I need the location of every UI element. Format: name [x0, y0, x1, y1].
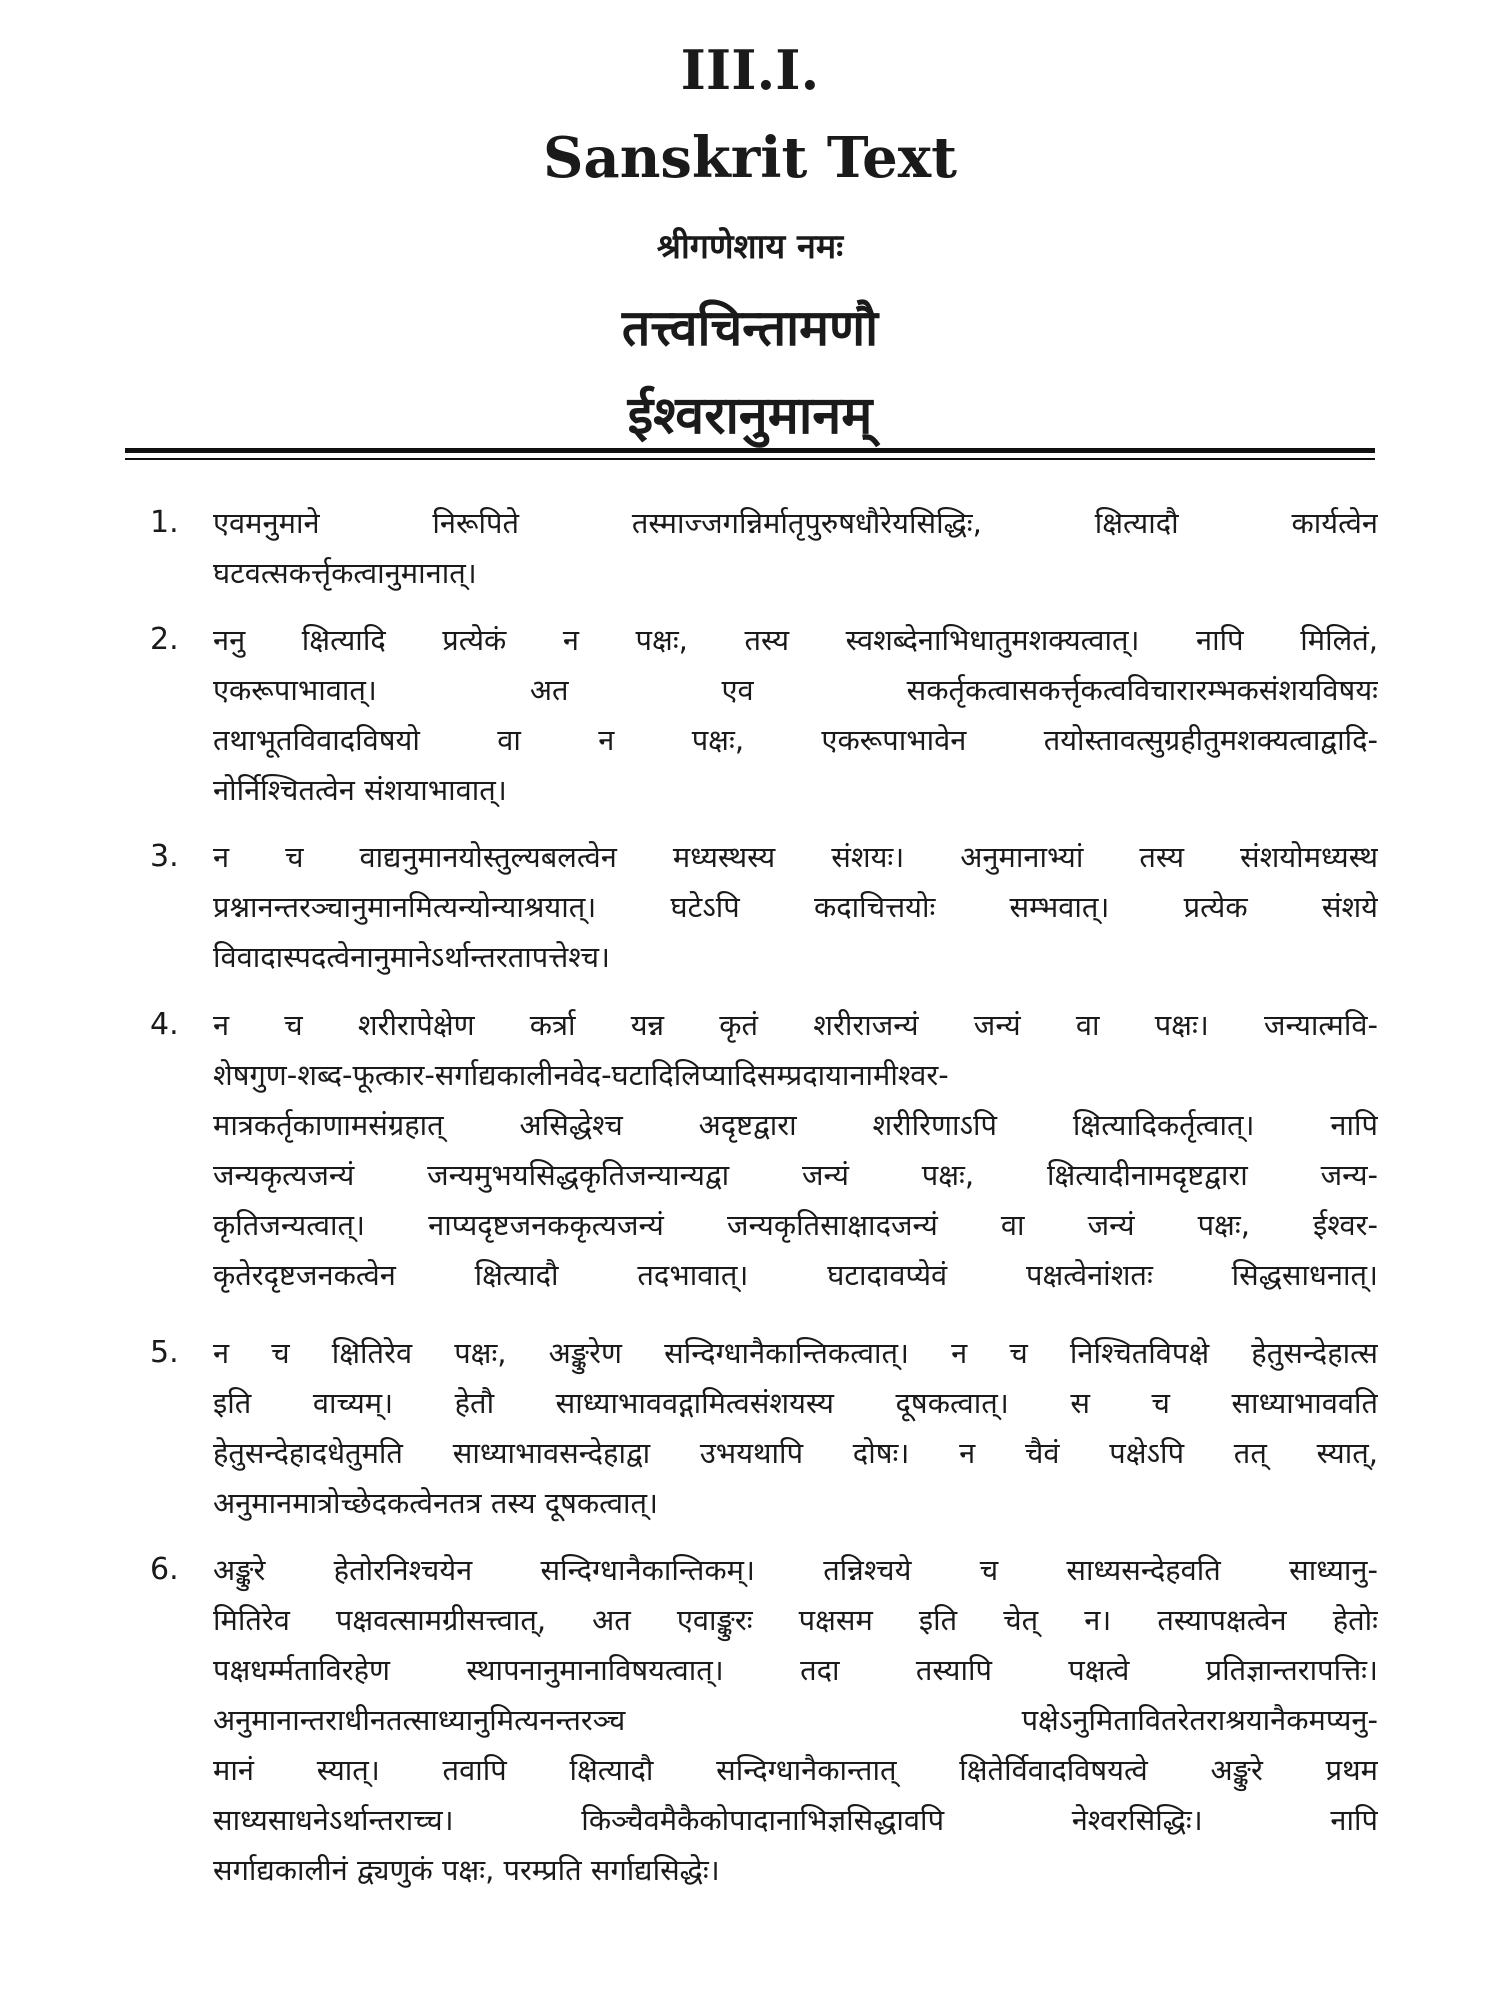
paragraph-number: 2.: [150, 622, 179, 657]
text-line: घटवत्सकर्त्तृकत्वानुमानात्।: [213, 556, 477, 590]
paragraph-number: 5.: [150, 1335, 179, 1370]
text-line: कृतेरदृष्टजनकत्वेन क्षित्यादौ तदभावात्। घटादावप्येवं पक्षत्वेनांशतः सिद्धसाधनात्।: [213, 1258, 1378, 1292]
text-line: हेतुसन्देहादधेतुमति साध्याभावसन्देहाद्वा उभयथापि दोषः। न चैवं पक्षेऽपि तत् स्यात्,: [213, 1436, 1378, 1470]
text-line: जन्यकृत्यजन्यं जन्यमुभयसिद्धकृतिजन्यान्यद्वा जन्यं पक्षः, क्षित्यादीनामदृष्टद्वारा जन्य-: [213, 1158, 1378, 1192]
text-line: साध्यसाधनेऽर्थान्तराच्च। किञ्चैवमैकैकोपादानाभिज्ञसिद्धावपि नेश्वरसिद्धिः। नापि: [213, 1803, 1378, 1837]
text-line: न च क्षितिरेव पक्षः, अङ्कुरेण सन्दिग्धानैकान्तिकत्वात्। न च निश्चितविपक्षे हेतुसन्देहात्स: [213, 1336, 1378, 1370]
text-line: कृतिजन्यत्वात्। नाप्यदृष्टजनककृत्यजन्यं जन्यकृतिसाक्षादजन्यं वा जन्यं पक्षः, ईश्वर-: [213, 1208, 1378, 1242]
text-line: मानं स्यात्। तवापि क्षित्यादौ सन्दिग्धानैकान्तात् क्षितेर्विवादविषयत्वे अङ्कुरे प्रथम: [213, 1753, 1378, 1787]
section-title: ईश्वरानुमानम्: [627, 386, 873, 446]
text-line: न च वाद्यनुमानयोस्तुल्यबलत्वेन मध्यस्थस्य संशयः। अनुमानाभ्यां तस्य संशयोमध्यस्थ: [213, 840, 1378, 874]
paragraph-number: 6.: [150, 1552, 179, 1587]
text-line: एकरूपाभावात्। अत एव सकर्तृकत्वासकर्त्तृकत्वविचारारम्भकसंशयविषयः: [213, 673, 1378, 707]
chapter-number: III.I.: [680, 38, 820, 102]
paragraph-number: 1.: [150, 505, 179, 540]
text-line: न च शरीरापेक्षेण कर्त्रा यन्न कृतं शरीराजन्यं जन्यं वा पक्षः। जन्यात्मवि-: [213, 1008, 1378, 1042]
text-line: मात्रकर्तृकाणामसंग्रहात् असिद्धेश्च अदृष्टद्वारा शरीरिणाऽपि क्षित्यादिकर्तृत्वात्। नापि: [213, 1108, 1378, 1142]
text-line: प्रश्नानन्तरञ्चानुमानमित्यन्योन्याश्रयात्। घटेऽपि कदाचित्तयोः सम्भवात्। प्रत्येक संशये: [213, 890, 1378, 924]
page-title: Sanskrit Text: [542, 125, 958, 191]
text-line: मितिरेव पक्षवत्सामग्रीसत्त्वात्, अत एवाङ्कुरः पक्षसम इति चेत् न। तस्यापक्षत्वेन हेतोः: [213, 1603, 1378, 1637]
text-line: इति वाच्यम्। हेतौ साध्याभाववद्गामित्वसंशयस्य दूषकत्वात्। स च साध्याभाववति: [213, 1386, 1378, 1420]
text-line: शेषगुण-शब्द-फूत्कार-सर्गाद्यकालीनवेद-घटादिलिप्यादिसम्प्रदायानामीश्वर-: [213, 1058, 949, 1092]
text-line: नोर्निश्चितत्वेन संशयाभावात्।: [213, 773, 507, 807]
text-line: ननु क्षित्यादि प्रत्येकं न पक्षः, तस्य स्वशब्देनाभिधातुमशक्यत्वात्। नापि मिलितं,: [213, 623, 1378, 657]
work-title: तत्त्वचिन्तामणौ: [621, 299, 879, 357]
paragraph-number: 3.: [150, 839, 179, 874]
text-line: एवमनुमाने निरूपिते तस्माज्जगन्निर्मातृपुरुषधौरेयसिद्धिः, क्षित्यादौ कार्यत्वेन: [213, 506, 1378, 540]
text-line: सर्गाद्यकालीनं द्व्यणुकं पक्षः, परम्प्रति सर्गाद्यसिद्धेः।: [213, 1853, 720, 1887]
thick-divider: [125, 448, 1375, 453]
text-line: अङ्कुरे हेतोरनिश्चयेन सन्दिग्धानैकान्तिकम्। तन्निश्चये च साध्यसन्देहवति साध्यानु-: [213, 1553, 1378, 1587]
text-line: पक्षधर्म्मताविरहेण स्थापनानुमानाविषयत्वात्। तदा तस्यापि पक्षत्वे प्रतिज्ञान्तरापत्तिः।: [213, 1653, 1378, 1687]
text-line: तथाभूतविवादविषयो वा न पक्षः, एकरूपाभावेन तयोस्तावत्सुग्रहीतुमशक्यत्वाद्वादि-: [213, 723, 1378, 757]
text-line: अनुमानमात्रोच्छेदकत्वेनतत्र तस्य दूषकत्वात्।: [213, 1486, 659, 1520]
thin-divider: [125, 458, 1375, 460]
text-line: विवादास्पदत्वेनानुमानेऽर्थान्तरतापत्तेश्च।: [213, 940, 610, 974]
invocation: श्रीगणेशाय नमः: [656, 227, 844, 267]
paragraph-number: 4.: [150, 1007, 179, 1042]
text-line: अनुमानान्तराधीनतत्साध्यानुमित्यनन्तरञ्च पक्षेऽनुमितावितरेतराश्रयानैकमप्यनु-: [213, 1703, 1378, 1737]
